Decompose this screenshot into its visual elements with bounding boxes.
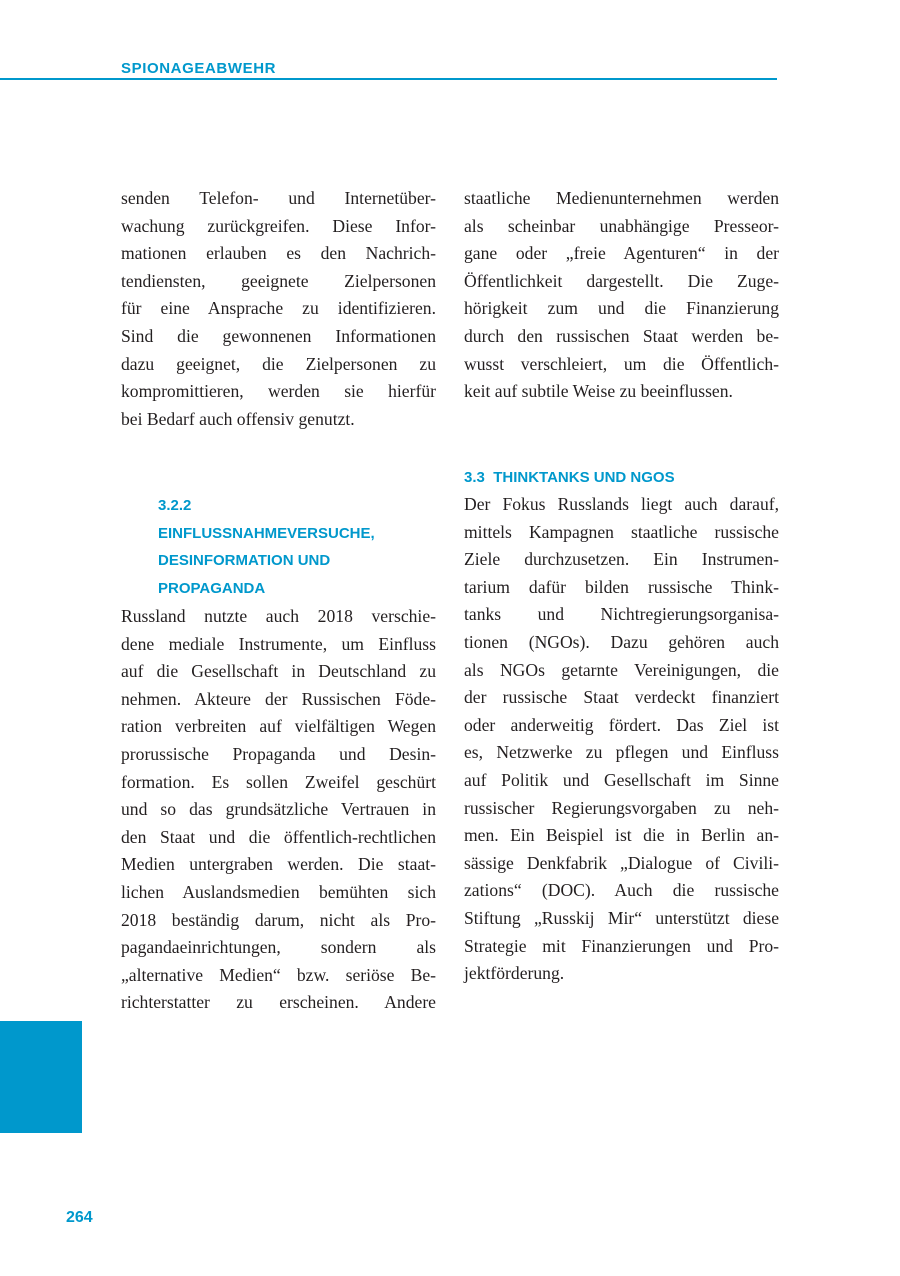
text-line: auf die Gesellschaft in Deutschland zu bbox=[121, 661, 436, 682]
text-line: gane oder „freie Agenturen“ in der bbox=[464, 243, 779, 264]
text-line: formation. Es sollen Zweifel geschürt bbox=[121, 771, 436, 792]
header-rule bbox=[0, 78, 777, 80]
text-line: durch den russischen Staat werden be- bbox=[464, 325, 779, 346]
text-line: Russland nutzte auch 2018 verschie- bbox=[121, 606, 436, 626]
text-line: staatliche Medienunternehmen werden bbox=[464, 188, 779, 208]
text-line: keit auf subtile Weise zu beeinflussen. bbox=[464, 381, 733, 402]
text-line: es, Netzwerke zu pflegen und Einfluss bbox=[464, 742, 779, 763]
text-line: sässige Denkfabrik „Dialogue of Civili- bbox=[464, 852, 779, 873]
text-line: bei Bedarf auch offensiv genutzt. bbox=[121, 408, 355, 429]
text-line: Medien untergraben werden. Die staat- bbox=[121, 854, 436, 875]
text-line: und so das grundsätzliche Vertrauen in bbox=[121, 799, 436, 820]
text-line: Sind die gewonnenen Informationen bbox=[121, 325, 436, 346]
text-line: nehmen. Akteure der Russischen Föde- bbox=[121, 688, 436, 709]
left-column-body bbox=[121, 603, 436, 1017]
text-line: wusst verschleiert, um die Öffentlich- bbox=[464, 353, 779, 374]
side-color-tab bbox=[0, 1021, 82, 1133]
text-line: richterstatter zu erscheinen. Andere bbox=[121, 992, 436, 1013]
text-line: zations“ (DOC). Auch die russische bbox=[464, 880, 779, 901]
text-line: tionen (NGOs). Dazu gehören auch bbox=[464, 631, 779, 652]
text-line: mittels Kampagnen staatliche russische bbox=[464, 521, 779, 542]
text-line: Stiftung „Russkij Mir“ unterstützt diese bbox=[464, 907, 779, 928]
left-column-intro bbox=[121, 185, 436, 433]
section-number: 3.2.2 bbox=[158, 497, 192, 514]
right-column-intro bbox=[464, 185, 779, 406]
text-line: mationen erlauben es den Nachrich- bbox=[121, 243, 436, 264]
text-line: dene mediale Instrumente, um Einfluss bbox=[121, 633, 436, 654]
text-line: senden Telefon- und Internetüber- bbox=[121, 188, 436, 208]
text-line: men. Ein Beispiel ist die in Berlin an- bbox=[464, 825, 779, 846]
right-column-body bbox=[464, 491, 779, 988]
text-line: kompromittieren, werden sie hierfür bbox=[121, 381, 436, 402]
section-heading-3-2-2 bbox=[158, 492, 438, 602]
text-line: oder anderweitig fördert. Das Ziel ist bbox=[464, 714, 779, 735]
text-line: pagandaeinrichtungen, sondern als bbox=[121, 937, 436, 958]
section-heading-3-3 bbox=[464, 464, 675, 492]
text-line: „alternative Medien“ bzw. seriöse Be- bbox=[121, 964, 436, 985]
page-number: 264 bbox=[66, 1209, 93, 1226]
section-title: THINKTANKS UND NGOS bbox=[493, 469, 675, 486]
text-line: ration verbreiten auf vielfältigen Wegen bbox=[121, 716, 436, 737]
running-header: SPIONAGEABWEHR bbox=[121, 60, 277, 77]
text-line: hörigkeit zum und die Finanzierung bbox=[464, 298, 779, 319]
text-line: für eine Ansprache zu identifizieren. bbox=[121, 298, 436, 319]
text-line: als scheinbar unabhängige Presseor- bbox=[464, 215, 779, 236]
text-line: dazu geeignet, die Zielpersonen zu bbox=[121, 353, 436, 374]
text-line: der russische Staat verdeckt finanziert bbox=[464, 687, 779, 708]
section-number: 3.3 bbox=[464, 469, 485, 486]
text-line: jektförderung. bbox=[464, 963, 565, 984]
text-line: russischer Regierungsvorgaben zu neh- bbox=[464, 797, 779, 818]
text-line: Ziele durchzusetzen. Ein Instrumen- bbox=[464, 549, 779, 570]
text-line: prorussische Propaganda und Desin- bbox=[121, 743, 436, 764]
section-title-line: PROPAGANDA bbox=[158, 579, 266, 597]
text-line: lichen Auslandsmedien bemühten sich bbox=[121, 881, 436, 902]
text-line: Strategie mit Finanzierungen und Pro- bbox=[464, 935, 779, 956]
text-line: auf Politik und Gesellschaft im Sinne bbox=[464, 769, 779, 790]
text-line: Der Fokus Russlands liegt auch darauf, bbox=[464, 494, 779, 514]
text-line: tendiensten, geeignete Zielpersonen bbox=[121, 270, 436, 291]
text-line: 2018 beständig darum, nicht als Pro- bbox=[121, 909, 436, 930]
text-line: den Staat und die öffentlich-rechtlichen bbox=[121, 826, 436, 847]
text-line: wachung zurückgreifen. Diese Infor- bbox=[121, 215, 436, 236]
text-line: tanks und Nichtregierungsorganisa- bbox=[464, 604, 779, 625]
text-line: tarium dafür bilden russische Think- bbox=[464, 576, 779, 597]
text-line: Öffentlichkeit dargestellt. Die Zuge- bbox=[464, 270, 779, 291]
section-title-line: EINFLUSSNAHMEVERSUCHE, bbox=[158, 524, 375, 542]
text-line: als NGOs getarnte Vereinigungen, die bbox=[464, 659, 779, 680]
section-title-line: DESINFORMATION UND bbox=[158, 552, 331, 569]
